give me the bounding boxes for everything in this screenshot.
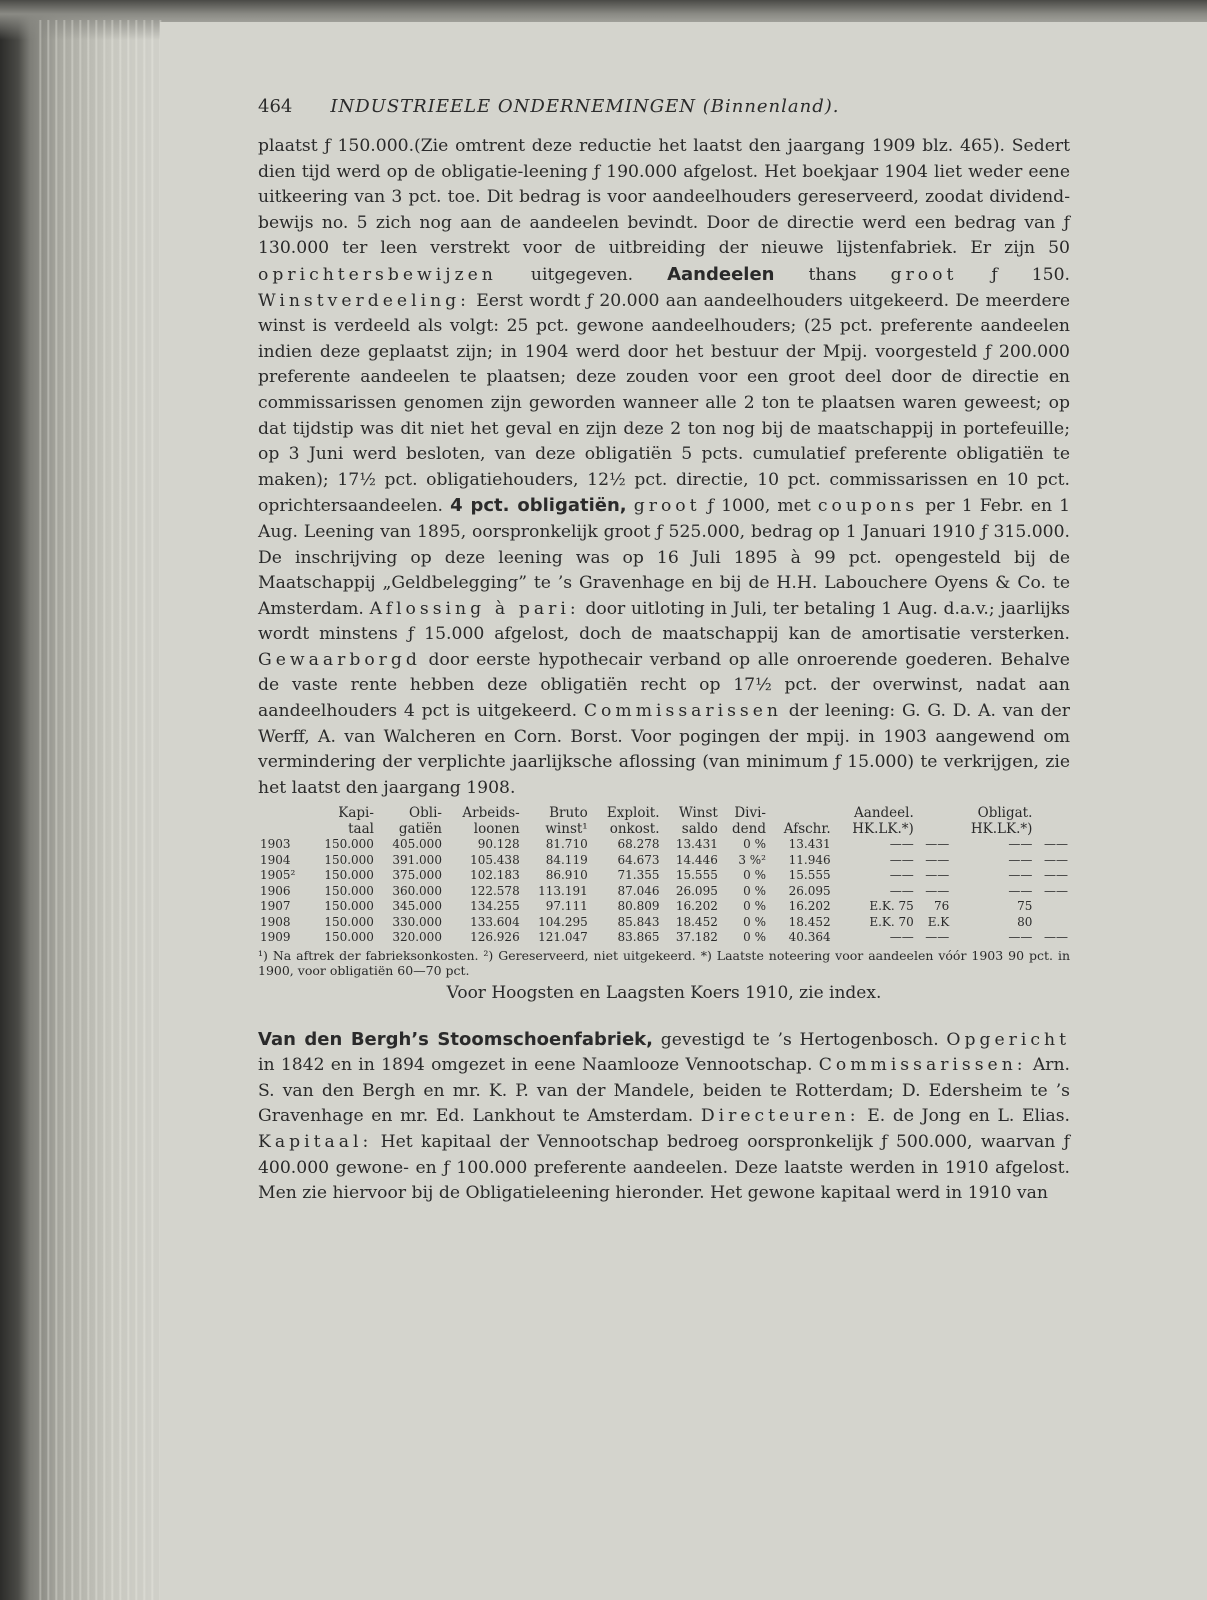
text-run: uitgegeven. (530, 264, 634, 285)
table-cell: 150.000 (324, 883, 374, 898)
table-cell: 3 %² (738, 852, 766, 867)
table-cell: —— (889, 852, 914, 867)
table-row (258, 884, 1070, 900)
table-cell: 71.355 (617, 868, 660, 883)
table-header-row (258, 805, 1070, 821)
table-cell: —— (1008, 852, 1033, 867)
page-content (258, 94, 1070, 1207)
table-cell: —— (925, 883, 950, 898)
page-header (258, 94, 1070, 134)
table-cell: 360.000 (392, 883, 442, 898)
table-cell: 126.926 (470, 930, 520, 945)
table-cell: 150.000 (324, 868, 374, 883)
table-cell: —— (1044, 852, 1068, 867)
table-row (258, 915, 1070, 931)
table-cell: 15.555 (788, 868, 831, 883)
table-cell: 13.431 (675, 837, 718, 852)
table-cell: 102.183 (470, 868, 520, 883)
table-cell: 1903 (260, 837, 291, 852)
bold-heading: Aandeelen (667, 263, 775, 285)
table-cell: —— (1044, 837, 1068, 852)
table-cell: E.K (927, 914, 950, 929)
section-gap (258, 1007, 1070, 1027)
table-cell: 83.865 (617, 930, 660, 945)
spaced-term: Winstverdeeling: (258, 290, 470, 311)
table-cell: 68.278 (617, 837, 660, 852)
spaced-term: Directeuren: (700, 1106, 860, 1127)
table-cell: 375.000 (392, 868, 442, 883)
table-cell: 81.710 (545, 837, 588, 852)
text-run: Arn. S. van den Bergh en mr. K. P. van der Mandele, beiden te Rotterdam; D. Edersheim te ’s Gravenhage en mr. Ed. Lankhout te Amsterdam. (258, 1055, 1071, 1127)
table-cell (1034, 899, 1070, 915)
table-header: Divi- (734, 805, 766, 822)
table-header (258, 821, 308, 837)
table-row (258, 899, 1070, 915)
table-cell: 76 (934, 899, 950, 914)
spaced-term: oprichtersbewijzen (258, 264, 497, 285)
table-cell: —— (1008, 868, 1033, 883)
table-cell: —— (1008, 837, 1033, 852)
table-cell: 1907 (260, 899, 291, 914)
spaced-term: groot (890, 264, 958, 285)
text-run: Het kapitaal der Vennootschap bedroeg oorspronkelijk ƒ 500.000, waarvan ƒ 400.000 gewone- en ƒ 100.000 preferente aandeelen. Deze laatste werden in 1910 afgelost. Men zie hiervoor bij de Obligatieleening hieronder. Het gewone kapitaal werd in 1910 van (258, 1131, 1070, 1204)
table-header: Winst (678, 805, 718, 822)
table-header: Afschr. (783, 821, 831, 838)
spaced-term: Commissarissen: (818, 1055, 1027, 1076)
table-cell: 80.809 (617, 899, 660, 914)
financial-table (258, 805, 1070, 946)
table-cell: 15.555 (675, 868, 718, 883)
running-title: INDUSTRIEELE ONDERNEMINGEN (Binnenland). (330, 96, 840, 117)
table-cell: E.K. 75 (869, 899, 914, 914)
table-cell: —— (889, 883, 914, 898)
table-header: dend (732, 821, 766, 838)
table-cell: 134.255 (470, 899, 520, 914)
table-header (258, 805, 308, 821)
table-header: Aandeel. (854, 805, 914, 822)
table-cell: —— (1044, 930, 1068, 945)
table-cell: 87.046 (617, 883, 660, 898)
text-run: der leening: G. G. D. A. van der Werff, A. van Walcheren en Corn. Borst. Voor pogingen der mpij. in 1903 aangewend om vermindering der verplichte jaarlijksche aflossing (van minimum ƒ 15.000) te verkrijgen, zie het laatst den jaargang 1908. (258, 701, 1070, 798)
table-cell: —— (1008, 930, 1033, 945)
table-cell: —— (925, 837, 950, 852)
table-cell: —— (925, 930, 950, 945)
table-cell: 26.095 (675, 883, 718, 898)
table-cell: —— (925, 868, 950, 883)
table-cell: 150.000 (324, 930, 374, 945)
table-header: HK.LK.*) (970, 821, 1033, 838)
table-cell: 16.202 (675, 899, 718, 914)
table-header: loonen (473, 821, 520, 838)
table-cell: —— (889, 837, 914, 852)
table-header (916, 805, 952, 821)
table-cell: 1908 (260, 914, 291, 929)
table-cell: 150.000 (324, 837, 374, 852)
spaced-term: Gewaarborgd (258, 649, 421, 670)
koers-note: Voor Hoogsten en Laagsten Koers 1910, zie index. (446, 982, 882, 1003)
table-cell: 0 % (743, 868, 766, 883)
text-run: thans (808, 264, 857, 285)
table-cell: 18.452 (675, 914, 718, 929)
spaced-term: Opgericht (946, 1029, 1070, 1050)
text-run: in 1842 en in 1894 omgezet in eene Naamlooze Vennootschap. (258, 1055, 813, 1076)
table-cell: 1906 (260, 883, 291, 898)
table-header: HK.LK.*) (852, 821, 914, 838)
page-edges (34, 20, 164, 1600)
table-body (258, 837, 1070, 946)
table-cell: 1909 (260, 930, 291, 945)
table-cell: 0 % (743, 837, 766, 852)
table-header (1034, 805, 1070, 821)
table-header-row (258, 821, 1070, 837)
text-run: Eerst wordt ƒ 20.000 aan aandeelhouders uitgekeerd. De meerdere winst is verdeeld als volgt: 25 pct. gewone aandeelhouders; (25 pct. preferente aandeelen indien deze geplaatst zijn; in 1904 werd door het bestuur der Mpij. voorgesteld ƒ 200.000 preferente aandeelen te plaatsen; deze zouden voor een groot deel door de directie en commissarissen genomen zijn geworden wanneer alle 2 ton te plaatsen waren geweest; op dat tijdstip was dit niet het geval en zijn deze 2 ton nog bij de maatschappij in portefeuille; op 3 Juni werd besloten, van deze obligatiën 5 pcts. cumulatief preferente obligatiën te maken); 17½ pct. obligatiehouders, 12½ pct. directie, 10 pct. commissarissen en 10 pct. oprichtersaandeelen. (258, 290, 1070, 517)
table-header: winst¹ (545, 821, 588, 838)
table-cell: 18.452 (788, 914, 831, 929)
text-run: per 1 Febr. en 1 Aug. Leening van 1895, oorspronkelijk groot ƒ 525.000, bedrag op 1 Januari 1910 ƒ 315.000. De inschrijving op deze leening was op 16 Juli 1895 à 99 pct. opengesteld bij de Maatschappij „Geldbelegging” te ’s Gravenhage en bij de H.H. Labouchere Oyens & Co. te Amsterdam. (258, 496, 1071, 619)
table-row (258, 868, 1070, 884)
text-run: gevestigd te ’s Hertogenbosch. (660, 1029, 939, 1050)
table-cell: 133.604 (470, 914, 520, 929)
table-header: Exploit. (606, 805, 660, 822)
table-cell: —— (889, 868, 914, 883)
table-cell: 330.000 (392, 914, 442, 929)
table-cell: 345.000 (392, 899, 442, 914)
table-cell: 320.000 (392, 930, 442, 945)
table-cell: 85.843 (617, 914, 660, 929)
text-run: plaatst ƒ 150.000.(Zie omtrent deze reductie het laatst den jaargang 1909 blz. 465). Sedert dien tijd werd op de obligatie-leening ƒ 190.000 afgelost. Het boekjaar 1904 liet weder eene uitkeering van 3 pct. toe. Dit bedrag is voor aandeelhouders gereserveerd, zoodat dividend-bewijs no. 5 zich nog aan de aandeelen bevindt. Door de directie werd een bedrag van ƒ 130.000 ter leen verstrekt voor de uitbreiding der nieuwe lijstenfabriek. Er zijn 50 (258, 136, 1070, 259)
table-header: saldo (681, 821, 718, 838)
table-header: onkost. (609, 821, 660, 838)
table-cell: 391.000 (392, 852, 442, 867)
text-run: door eerste hypothecair verband op alle onroerende goederen. Behalve de vaste rente hebben deze obligatiën recht op 17½ pct. der overwinst, nadat aan aandeelhouders 4 pct is uitgekeerd. (258, 649, 1070, 722)
table-cell: 1905² (260, 868, 296, 883)
spaced-term: Aflossing à pari: (369, 598, 580, 619)
table-cell: 97.111 (545, 899, 588, 914)
table-cell: 121.047 (538, 930, 588, 945)
paragraph-company-1 (258, 134, 1070, 801)
table-footnote: ¹) Na aftrek der fabrieksonkosten. ²) Gereserveerd, niet uitgekeerd. *) Laatste noteering voor aandeelen vóór 1903 90 pct. in 1900, voor obligatiën 60—70 pct. (258, 947, 1070, 979)
table-cell: —— (889, 930, 914, 945)
table-cell: 113.191 (538, 883, 588, 898)
spaced-term: coupons (817, 496, 919, 517)
table-cell: 0 % (743, 914, 766, 929)
paragraph-company-2 (258, 1027, 1070, 1207)
table-cell: 13.431 (788, 837, 831, 852)
table-cell: 26.095 (788, 883, 831, 898)
table-header: Bruto (549, 805, 588, 822)
table-cell: 11.946 (788, 852, 831, 867)
table-row (258, 930, 1070, 946)
table-header (916, 821, 952, 837)
table-cell: 0 % (743, 930, 766, 945)
table-header: taal (348, 821, 374, 838)
table-cell: 90.128 (477, 837, 520, 852)
table-cell: 105.438 (470, 852, 520, 867)
table-cell: E.K. 70 (869, 914, 914, 929)
table-header (768, 805, 833, 821)
page-number: 464 (258, 96, 293, 117)
table-cell: —— (925, 852, 950, 867)
table-cell: 80 (1017, 914, 1033, 929)
spaced-term: Kapitaal: (258, 1131, 373, 1152)
table-cell: 75 (1017, 899, 1033, 914)
table-cell: 104.295 (538, 914, 588, 929)
text-run: E. de Jong en L. Elias. (867, 1106, 1071, 1127)
table-cell: 150.000 (324, 914, 374, 929)
table-cell: 14.446 (675, 852, 718, 867)
table-header: Kapi- (338, 805, 374, 822)
table-cell: —— (1008, 883, 1033, 898)
table-header: Obligat. (977, 805, 1033, 822)
company-name: Van den Bergh’s Stoomschoenfabriek, (258, 1028, 653, 1050)
text-run: ƒ 150. (991, 264, 1071, 285)
spaced-term: Commissarissen (583, 701, 782, 722)
table-cell (1034, 915, 1070, 931)
table-row (258, 853, 1070, 869)
table-cell: 64.673 (617, 852, 660, 867)
table-cell: 0 % (743, 899, 766, 914)
table-cell: —— (1044, 868, 1068, 883)
table-cell: 405.000 (392, 837, 442, 852)
table-header: Arbeids- (462, 805, 520, 822)
table-header: Obli- (409, 805, 442, 822)
table-cell: 1904 (260, 852, 291, 867)
text-run: door uitloting in Juli, ter betaling 1 Aug. d.a.v.; jaarlijks wordt minstens ƒ 15.000 afgelost, doch de maatschappij kan de amortisatie versterken. (258, 598, 1070, 645)
table-header: gatiën (398, 821, 442, 838)
table-cell: 150.000 (324, 899, 374, 914)
table-header (1034, 821, 1070, 837)
table-cell: 16.202 (788, 899, 831, 914)
table-cell: —— (1044, 883, 1068, 898)
bold-heading: 4 pct. obligatiën, (450, 495, 627, 517)
table-cell: 150.000 (324, 852, 374, 867)
text-run: ƒ 1000, met (707, 496, 811, 517)
table-cell: 40.364 (788, 930, 831, 945)
table-cell: 122.578 (470, 883, 520, 898)
table-cell: 0 % (743, 883, 766, 898)
table-row (258, 837, 1070, 853)
table-cell: 86.910 (545, 868, 588, 883)
table-cell: 37.182 (675, 930, 718, 945)
table-cell: 84.119 (545, 852, 588, 867)
spaced-term: groot (633, 496, 701, 517)
